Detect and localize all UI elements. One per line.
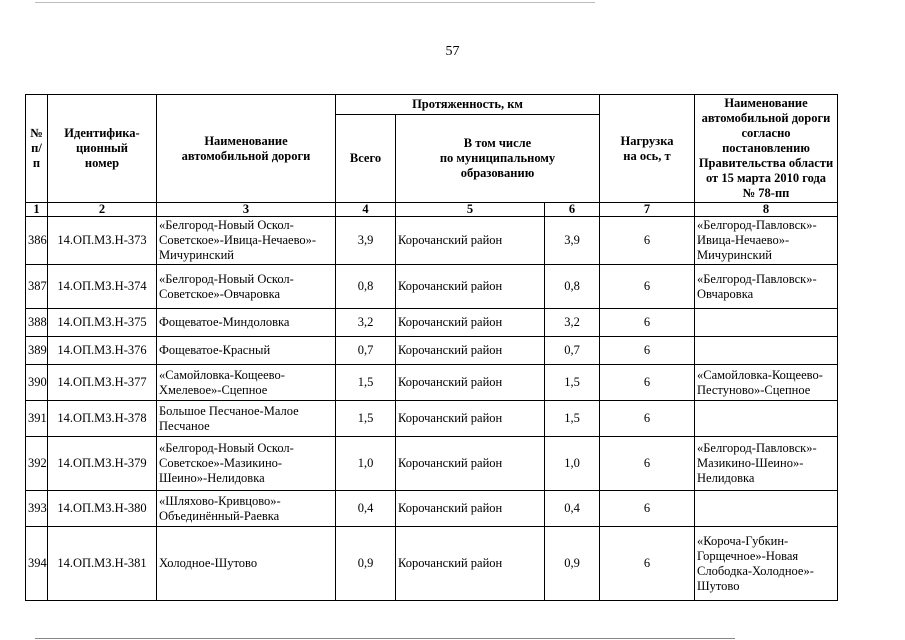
row-load: 6 (600, 401, 695, 437)
row-load: 6 (600, 265, 695, 309)
row-district: Корочанский район (396, 365, 545, 401)
row-total: 1,5 (336, 365, 396, 401)
row-district: Корочанский район (396, 527, 545, 601)
header-num: № п/п (26, 95, 48, 203)
row-name: «Шляхово-Кривцово»- Объединённый-Раевка (157, 491, 336, 527)
table-row (26, 437, 838, 491)
col-number: 6 (545, 203, 600, 217)
row-total: 1,0 (336, 437, 396, 491)
row-id: 14.ОП.МЗ.Н-381 (48, 527, 157, 601)
row-district: Корочанский район (396, 309, 545, 337)
row-id: 14.ОП.МЗ.Н-378 (48, 401, 157, 437)
row-name: «Белгород-Новый Оскол- Советское»-Мазикино- Шеино»-Нелидовка (157, 437, 336, 491)
row-district: Корочанский район (396, 491, 545, 527)
row-total: 3,2 (336, 309, 396, 337)
row-decree (695, 337, 838, 365)
row-num: 391 (26, 401, 48, 437)
row-num: 386 (26, 217, 48, 265)
row-num: 392 (26, 437, 48, 491)
row-decree (695, 401, 838, 437)
row-district-len: 0,4 (545, 491, 600, 527)
roads-table (25, 94, 838, 601)
row-num: 388 (26, 309, 48, 337)
row-district: Корочанский район (396, 217, 545, 265)
row-name: Холодное-Шутово (157, 527, 336, 601)
row-num: 389 (26, 337, 48, 365)
row-district-len: 1,0 (545, 437, 600, 491)
row-name: «Самойловка-Кощеево- Хмелевое»-Сцепное (157, 365, 336, 401)
top-scan-edge (35, 2, 595, 3)
row-decree (695, 309, 838, 337)
col-number: 4 (336, 203, 396, 217)
row-district-len: 0,9 (545, 527, 600, 601)
row-total: 1,5 (336, 401, 396, 437)
table-row (26, 527, 838, 601)
row-num: 394 (26, 527, 48, 601)
col-number: 5 (396, 203, 545, 217)
row-id: 14.ОП.МЗ.Н-380 (48, 491, 157, 527)
col-number: 3 (157, 203, 336, 217)
col-number: 1 (26, 203, 48, 217)
row-load: 6 (600, 527, 695, 601)
row-total: 0,4 (336, 491, 396, 527)
header-length-group: Протяженность, км (336, 95, 600, 115)
row-num: 387 (26, 265, 48, 309)
row-district: Корочанский район (396, 437, 545, 491)
table-row (26, 309, 838, 337)
row-load: 6 (600, 365, 695, 401)
table-row (26, 265, 838, 309)
table-row (26, 491, 838, 527)
row-name: Большое Песчаное-Малое Песчаное (157, 401, 336, 437)
row-decree: «Самойловка-Кощеево- Пестуново»-Сцепное (695, 365, 838, 401)
row-num: 393 (26, 491, 48, 527)
header-name: Наименование автомобильной дороги (157, 95, 336, 203)
row-district: Корочанский район (396, 401, 545, 437)
header-decree: Наименование автомобильной дороги согласно постановлению Правительства области от 15 марта 2010 года № 78-пп (695, 95, 838, 203)
row-load: 6 (600, 217, 695, 265)
row-name: Фощеватое-Миндоловка (157, 309, 336, 337)
row-district-len: 1,5 (545, 401, 600, 437)
table-row (26, 337, 838, 365)
header-incl: В том числе по муниципальному образованию (396, 115, 600, 203)
header-id: Идентифика- ционный номер (48, 95, 157, 203)
header-total: Всего (336, 115, 396, 203)
row-id: 14.ОП.МЗ.Н-375 (48, 309, 157, 337)
col-number: 7 (600, 203, 695, 217)
row-decree: «Белгород-Павловск»- Ивица-Нечаево»- Мичуринский (695, 217, 838, 265)
row-name: «Белгород-Новый Оскол- Советское»-Ивица-Нечаево»- Мичуринский (157, 217, 336, 265)
header-load: Нагрузка на ось, т (600, 95, 695, 203)
row-total: 0,9 (336, 527, 396, 601)
row-name: «Белгород-Новый Оскол- Советское»-Овчаровка (157, 265, 336, 309)
row-load: 6 (600, 491, 695, 527)
row-load: 6 (600, 309, 695, 337)
row-total: 0,7 (336, 337, 396, 365)
row-name: Фощеватое-Красный (157, 337, 336, 365)
row-id: 14.ОП.МЗ.Н-376 (48, 337, 157, 365)
table-row (26, 401, 838, 437)
row-id: 14.ОП.МЗ.Н-374 (48, 265, 157, 309)
row-district: Корочанский район (396, 337, 545, 365)
row-decree: «Белгород-Павловск»- Мазикино-Шеино»- Нелидовка (695, 437, 838, 491)
row-district-len: 0,8 (545, 265, 600, 309)
row-id: 14.ОП.МЗ.Н-379 (48, 437, 157, 491)
row-decree (695, 491, 838, 527)
page-number: 57 (445, 44, 460, 59)
row-decree: «Белгород-Павловск»- Овчаровка (695, 265, 838, 309)
col-number: 8 (695, 203, 838, 217)
bottom-scan-edge (35, 638, 735, 639)
row-load: 6 (600, 337, 695, 365)
row-load: 6 (600, 437, 695, 491)
row-total: 0,8 (336, 265, 396, 309)
row-id: 14.ОП.МЗ.Н-377 (48, 365, 157, 401)
row-district: Корочанский район (396, 265, 545, 309)
table-row (26, 217, 838, 265)
row-district-len: 0,7 (545, 337, 600, 365)
row-num: 390 (26, 365, 48, 401)
row-total: 3,9 (336, 217, 396, 265)
row-id: 14.ОП.МЗ.Н-373 (48, 217, 157, 265)
table-row (26, 365, 838, 401)
row-district-len: 3,2 (545, 309, 600, 337)
row-district-len: 1,5 (545, 365, 600, 401)
col-number: 2 (48, 203, 157, 217)
row-decree: «Короча-Губкин- Горщечное»-Новая Слободка-Холодное»- Шутово (695, 527, 838, 601)
row-district-len: 3,9 (545, 217, 600, 265)
